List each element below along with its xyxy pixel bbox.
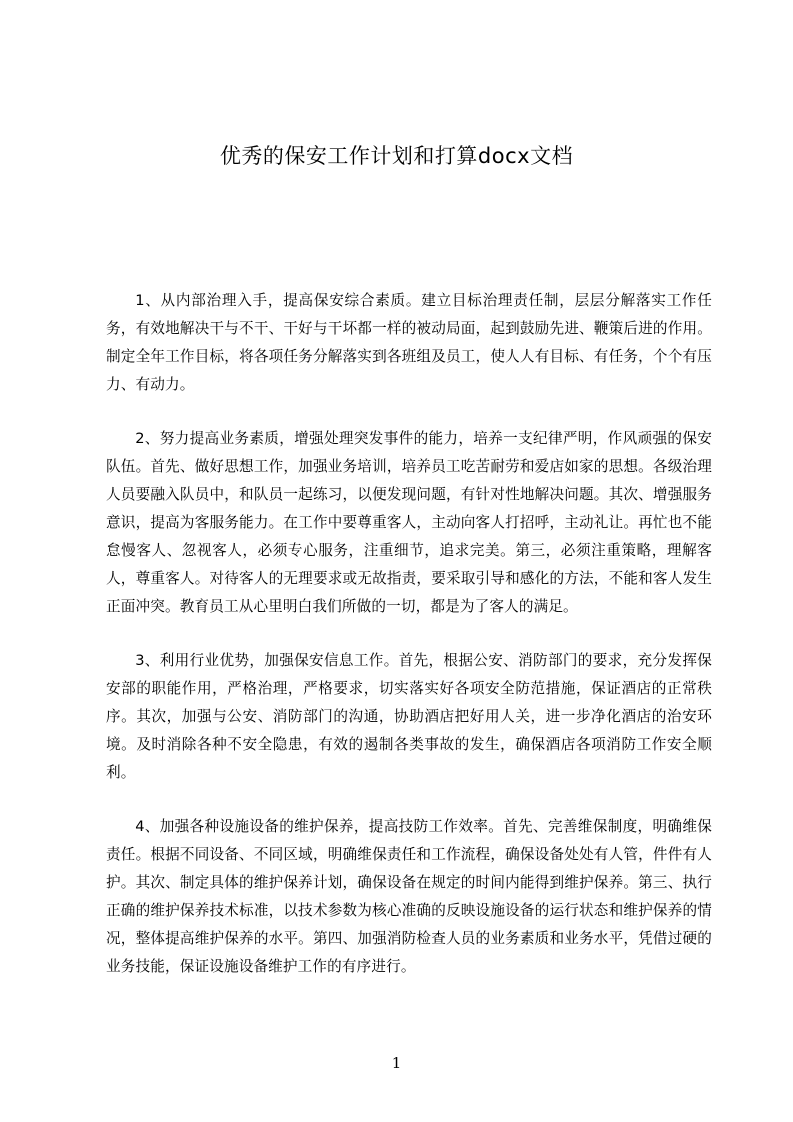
document-body <box>106 287 712 1007</box>
document-title: 优秀的保安工作计划和打算docx文档 <box>219 144 574 168</box>
page-number: 1 <box>391 1054 402 1072</box>
paragraph-4: 4、加强各种设施设备的维护保养，提高技防工作效率。首先、完善维保制度，明确维保责任。根据不同设备、不同区域，明确维保责任和工作流程，确保设备处处有人管，件件有人护。其次、制定具体的维护保养计划，确保设备在规定的时间内能得到维护保养。第三、执行正确的维护保养技术标准，以技术参数为核心准确的反映设施设备的运行状态和维护保养的情况，整体提高维护保养的水平。第四、加强消防检查人员的业务素质和业务水平，凭借过硬的业务技能，保证设施设备维护工作的有序进行。 <box>106 818 712 975</box>
paragraph-1: 1、从内部治理入手，提高保安综合素质。建立目标治理责任制，层层分解落实工作任务，有效地解决干与不干、干好与干坏都一样的被动局面，起到鼓励先进、鞭策后进的作用。制定全年工作目标，将各项任务分解落实到各班组及员工，使人人有目标、有任务，个个有压力、有动力。 <box>106 292 712 393</box>
paragraph-3: 3、利用行业优势，加强保安信息工作。首先，根据公安、消防部门的要求，充分发挥保安部的职能作用，严格治理，严格要求，切实落实好各项安全防范措施，保证酒店的正常秩序。其次，加强与公安、消防部门的沟通，协助酒店把好用人关，进一步净化酒店的治安环境。及时消除各种不安全隐患，有效的遏制各类事故的发生，确保酒店各项消防工作安全顺利。 <box>106 652 712 781</box>
paragraph-2: 2、努力提高业务素质，增强处理突发事件的能力，培养一支纪律严明，作风顽强的保安队伍。首先、做好思想工作，加强业务培训，培养员工吃苦耐劳和爱店如家的思想。各级治理人员要融入队员中，和队员一起练习，以便发现问题，有针对性地解决问题。其次、增强服务意识，提高为客服务能力。在工作中要尊重客人，主动向客人打招呼，主动礼让。再忙也不能怠慢客人、忽视客人，必须专心服务，注重细节，追求完美。第三，必须注重策略，理解客人，尊重客人。对待客人的无理要求或无故指责，要采取引导和感化的方法，不能和客人发生正面冲突。教育员工从心里明白我们所做的一切，都是为了客人的满足。 <box>106 430 712 615</box>
